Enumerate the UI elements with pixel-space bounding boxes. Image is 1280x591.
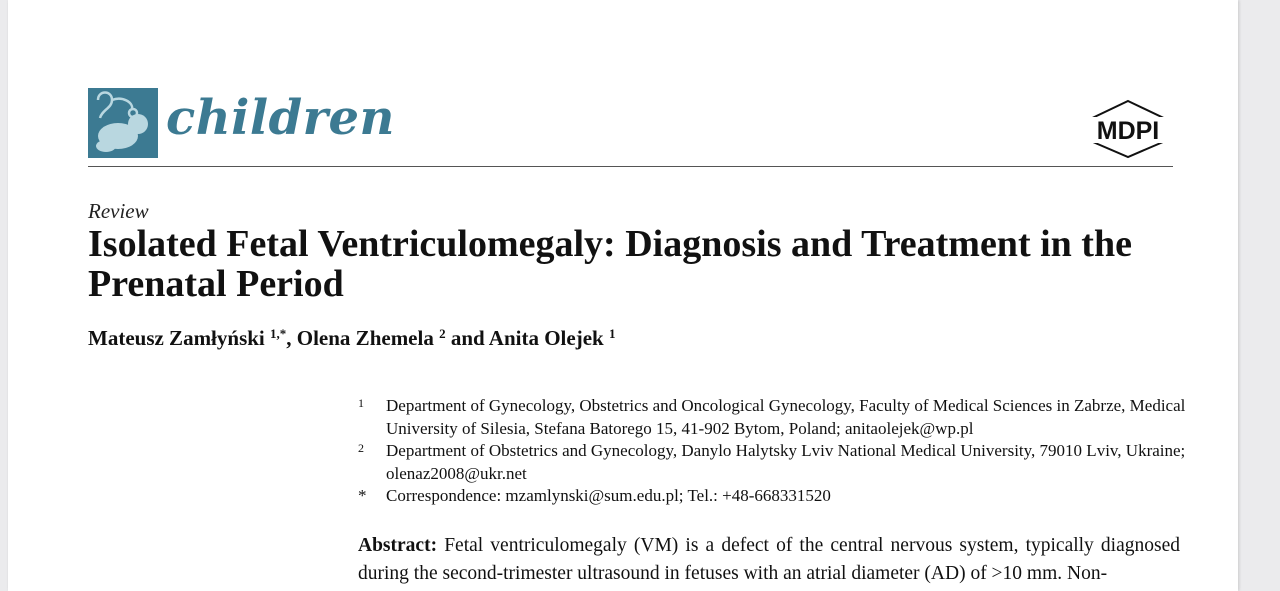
journal-name: children xyxy=(166,90,395,146)
correspondence-text: Correspondence: mzamlynski@sum.edu.pl; Tel.: +48-668331520 xyxy=(386,486,831,505)
mdpi-logo-icon xyxy=(1082,99,1174,159)
author-name: Olena Zhemela xyxy=(296,326,434,350)
document-page xyxy=(8,0,1238,591)
correspondence-item xyxy=(358,485,1188,508)
author-affiliation-mark: 1,* xyxy=(270,326,287,341)
author-list xyxy=(88,326,615,351)
author-name: Mateusz Zamłyński xyxy=(88,326,265,350)
article-type: Review xyxy=(88,199,149,223)
affiliation-text: Department of Obstetrics and Gynecology, Danylo Halytsky Lviv National Medical University, 79010 Lviv, Ukraine; olenaz2008@ukr.net xyxy=(386,441,1186,483)
author-name: Anita Olejek xyxy=(488,326,604,350)
affiliation-text: Department of Gynecology, Obstetrics and Oncological Gynecology, Faculty of Medical Sciences in Zabrze, Medical University of Silesia, Stefana Batorego 15, 41-902 Bytom, Poland; anitaolejek@wp.pl xyxy=(386,396,1186,438)
journal-logo-icon xyxy=(88,88,158,158)
affiliation-item xyxy=(358,395,1188,440)
correspondence-mark: * xyxy=(358,486,367,505)
author-separator: and xyxy=(445,326,489,350)
header-divider xyxy=(88,166,1173,167)
abstract-label: Abstract: xyxy=(358,535,438,556)
abstract xyxy=(358,532,1180,588)
author-affiliation-mark: 1 xyxy=(608,326,616,341)
abstract-text: Fetal ventriculomegaly (VM) is a defect of the central nervous system, typically diagnosed during the second-trimester ultrasound in fetuses with an atrial diameter (AD) of >10 mm. Non- xyxy=(358,535,1180,584)
affiliation-mark: 1 xyxy=(358,396,364,410)
article-title: Isolated Fetal Ventriculomegaly: Diagnosis and Treatment in the Prenatal Period xyxy=(88,223,1132,305)
affiliation-mark: 2 xyxy=(358,441,364,455)
author-affiliation-mark: 2 xyxy=(439,326,446,341)
affiliation-list xyxy=(358,395,1188,508)
affiliation-item xyxy=(358,440,1188,485)
author-separator: , xyxy=(286,326,297,350)
mdpi-logo-text: MDPI xyxy=(1096,117,1160,145)
